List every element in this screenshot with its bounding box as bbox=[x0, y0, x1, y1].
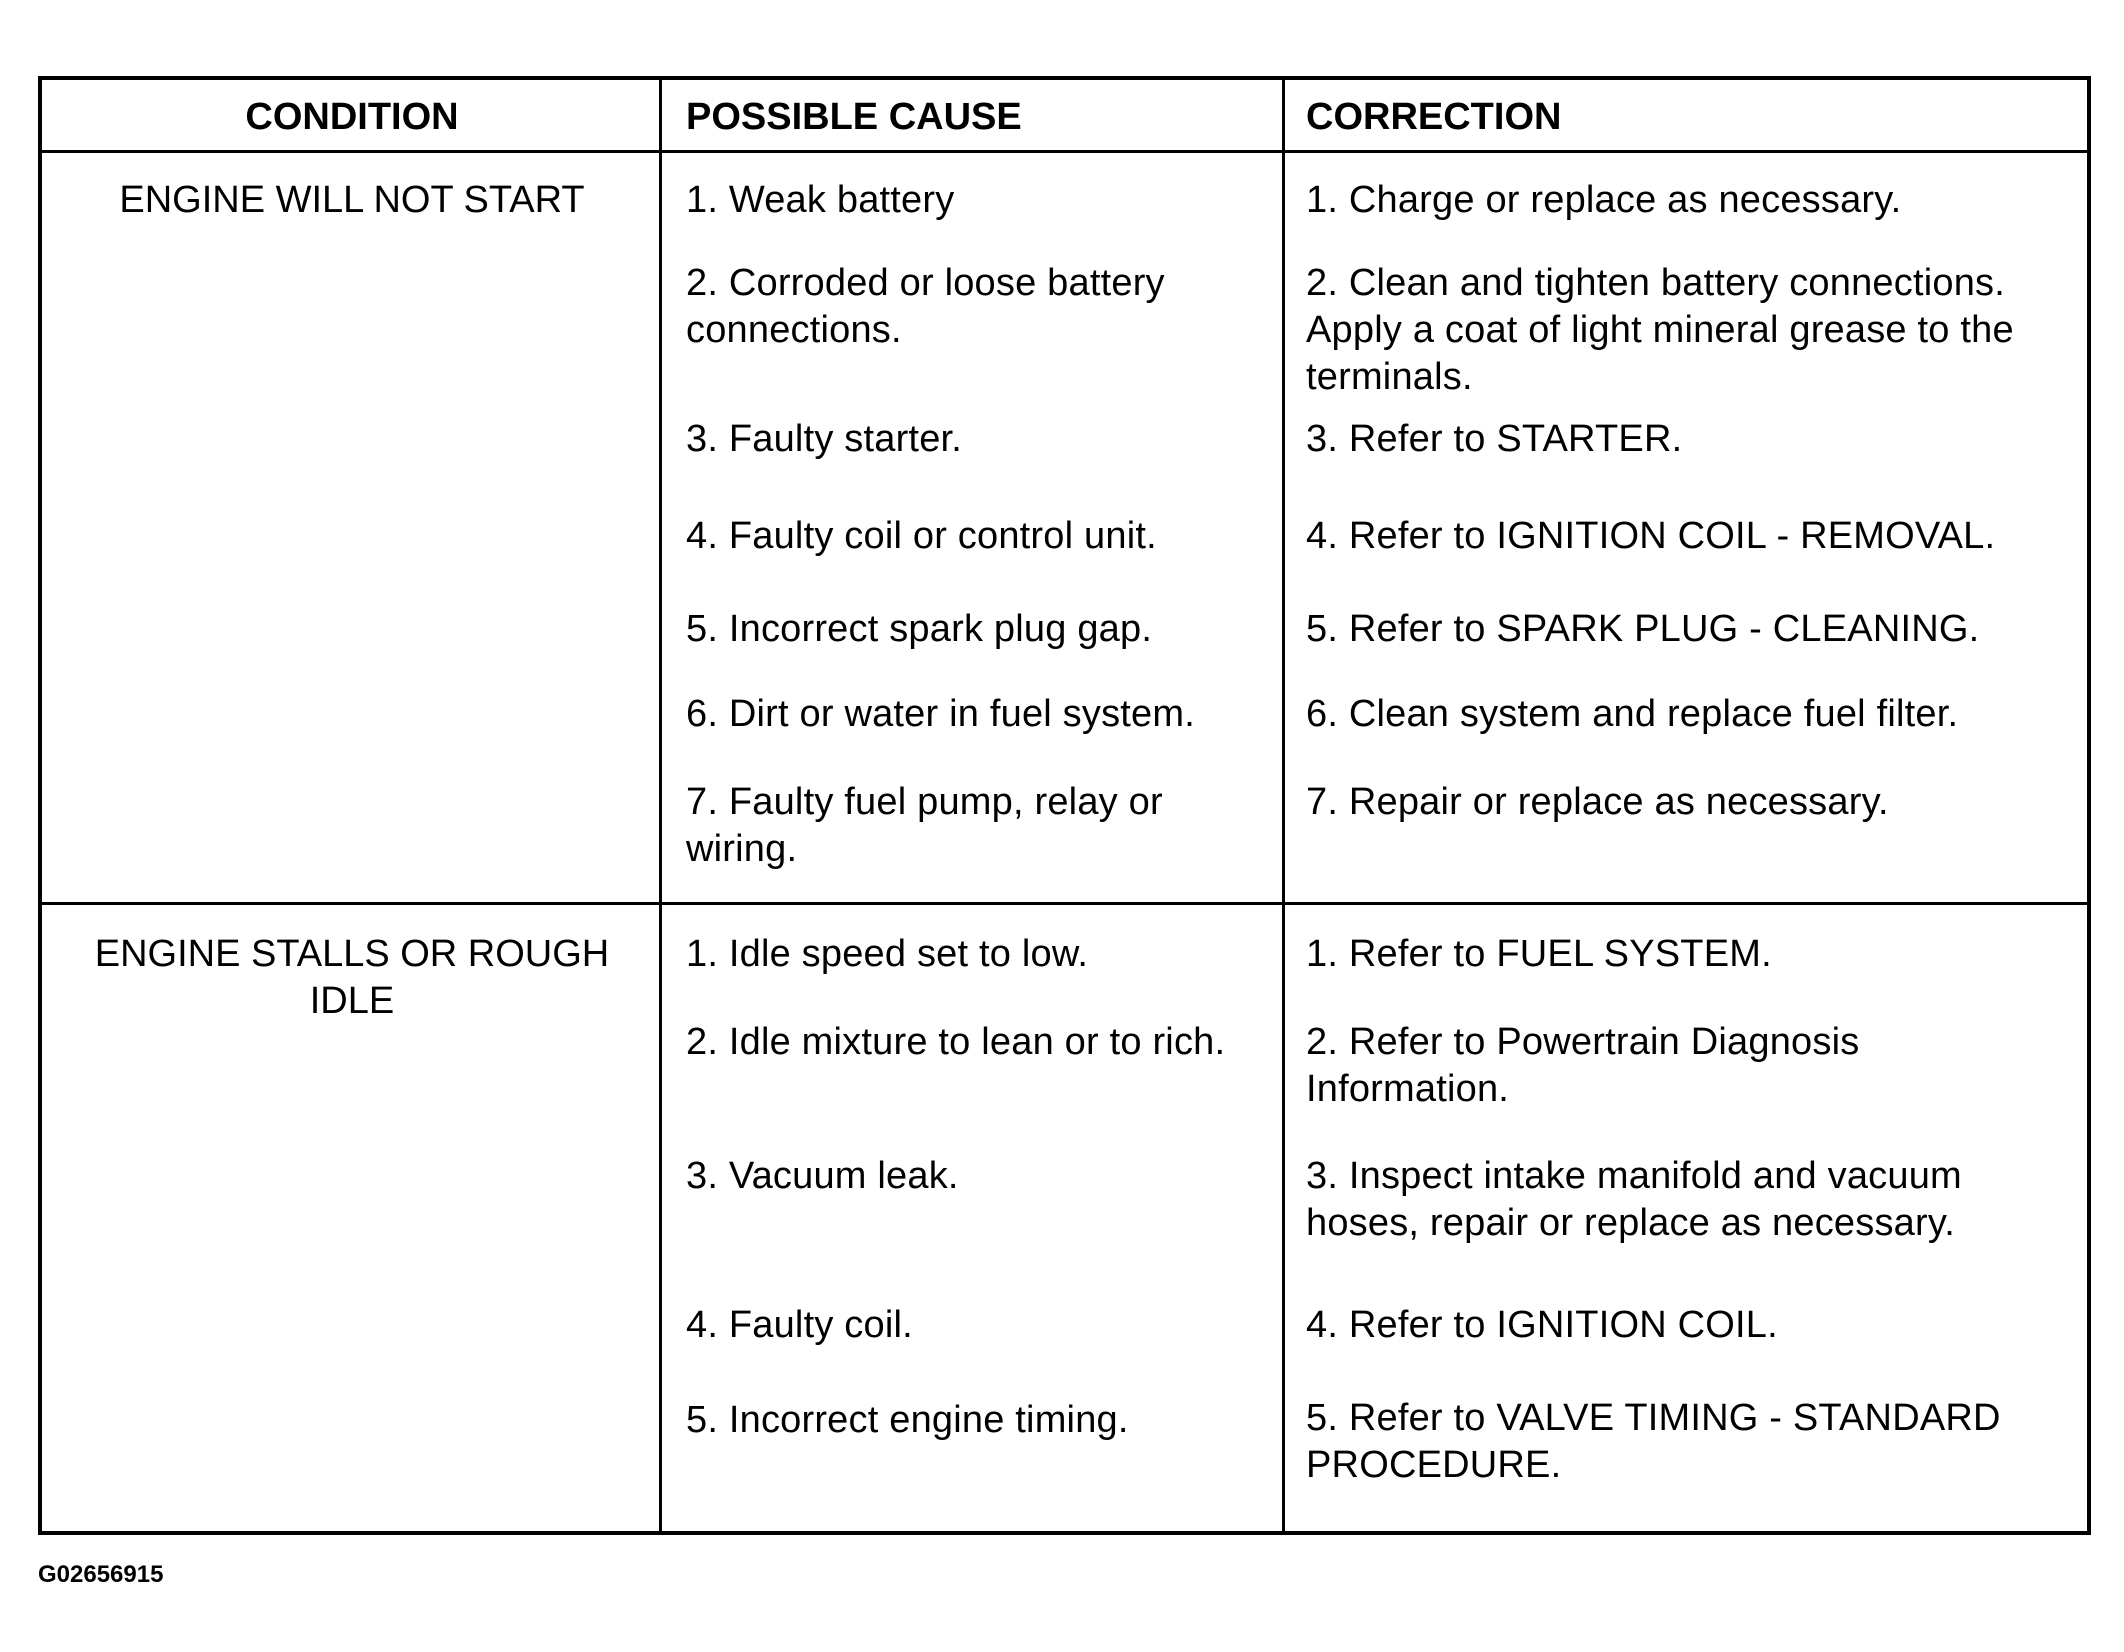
cause-item bbox=[686, 779, 1163, 873]
correction-line: 2. Clean and tighten battery connections. bbox=[1306, 262, 2005, 304]
header-correction: CORRECTION bbox=[1306, 96, 1562, 138]
cause-line: 2. Corroded or loose battery bbox=[686, 262, 1165, 304]
header-divider bbox=[42, 150, 2087, 153]
cause-line: 1. Idle speed set to low. bbox=[686, 933, 1089, 975]
cause-item bbox=[686, 513, 1157, 560]
correction-line: 2. Refer to Powertrain Diagnosis bbox=[1306, 1021, 1860, 1063]
cause-line: 7. Faulty fuel pump, relay or bbox=[686, 781, 1163, 823]
cause-line: 2. Idle mixture to lean or to rich. bbox=[686, 1021, 1226, 1063]
header-possible-cause: POSSIBLE CAUSE bbox=[686, 96, 1022, 138]
correction-item bbox=[1306, 1153, 1962, 1247]
correction-line: hoses, repair or replace as necessary. bbox=[1306, 1202, 1955, 1244]
cause-line: 4. Faulty coil. bbox=[686, 1304, 913, 1346]
correction-line: 4. Refer to IGNITION COIL - REMOVAL. bbox=[1306, 515, 1996, 557]
correction-item bbox=[1306, 1019, 1859, 1113]
correction-line: 7. Repair or replace as necessary. bbox=[1306, 781, 1889, 823]
condition-line: IDLE bbox=[309, 980, 395, 1022]
correction-line: 1. Refer to FUEL SYSTEM. bbox=[1306, 933, 1772, 975]
header-condition: CONDITION bbox=[245, 96, 459, 138]
correction-item bbox=[1306, 691, 1958, 738]
correction-line: 3. Inspect intake manifold and vacuum bbox=[1306, 1155, 1962, 1197]
cause-line: wiring. bbox=[686, 828, 798, 870]
cause-item bbox=[686, 931, 1088, 978]
cause-line: 1. Weak battery bbox=[686, 179, 955, 221]
correction-line: 1. Charge or replace as necessary. bbox=[1306, 179, 1902, 221]
condition-line: ENGINE WILL NOT START bbox=[119, 179, 585, 221]
correction-line: 6. Clean system and replace fuel filter. bbox=[1306, 693, 1959, 735]
cause-line: 4. Faulty coil or control unit. bbox=[686, 515, 1157, 557]
figure-id: G02656915 bbox=[38, 1561, 164, 1588]
cause-item bbox=[686, 691, 1195, 738]
correction-item bbox=[1306, 779, 1889, 826]
correction-line: 4. Refer to IGNITION COIL. bbox=[1306, 1304, 1778, 1346]
correction-item bbox=[1306, 1395, 2001, 1489]
correction-line: 5. Refer to SPARK PLUG - CLEANING. bbox=[1306, 608, 1980, 650]
cause-line: 3. Vacuum leak. bbox=[686, 1155, 959, 1197]
correction-item bbox=[1306, 416, 1682, 463]
cause-item bbox=[686, 606, 1152, 653]
correction-item bbox=[1306, 177, 1901, 224]
diagnosis-table bbox=[38, 76, 2091, 1535]
cause-item bbox=[686, 416, 962, 463]
condition-engine-stalls-or-rough-idle bbox=[42, 931, 662, 1025]
cause-line: connections. bbox=[686, 309, 902, 351]
cause-line: 5. Incorrect engine timing. bbox=[686, 1399, 1129, 1441]
column-divider bbox=[659, 80, 662, 1531]
correction-line: PROCEDURE. bbox=[1306, 1444, 1562, 1486]
correction-line: Information. bbox=[1306, 1068, 1510, 1110]
column-divider bbox=[1282, 80, 1285, 1531]
correction-item bbox=[1306, 513, 1995, 560]
cause-item bbox=[686, 177, 954, 224]
correction-item bbox=[1306, 260, 2014, 401]
condition-engine-will-not-start bbox=[42, 177, 662, 224]
correction-line: 5. Refer to VALVE TIMING - STANDARD bbox=[1306, 1397, 2001, 1439]
cause-item bbox=[686, 1019, 1225, 1066]
row-divider bbox=[42, 902, 2087, 905]
cause-item bbox=[686, 1153, 959, 1200]
correction-line: terminals. bbox=[1306, 356, 1473, 398]
correction-item bbox=[1306, 931, 1772, 978]
cause-item bbox=[686, 1302, 913, 1349]
correction-line: Apply a coat of light mineral grease to the bbox=[1306, 309, 2014, 351]
correction-item bbox=[1306, 1302, 1778, 1349]
cause-line: 5. Incorrect spark plug gap. bbox=[686, 608, 1153, 650]
cause-item bbox=[686, 1397, 1129, 1444]
cause-item bbox=[686, 260, 1165, 354]
condition-line: ENGINE STALLS OR ROUGH bbox=[94, 933, 610, 975]
correction-item bbox=[1306, 606, 1979, 653]
cause-line: 3. Faulty starter. bbox=[686, 418, 963, 460]
cause-line: 6. Dirt or water in fuel system. bbox=[686, 693, 1195, 735]
correction-line: 3. Refer to STARTER. bbox=[1306, 418, 1683, 460]
